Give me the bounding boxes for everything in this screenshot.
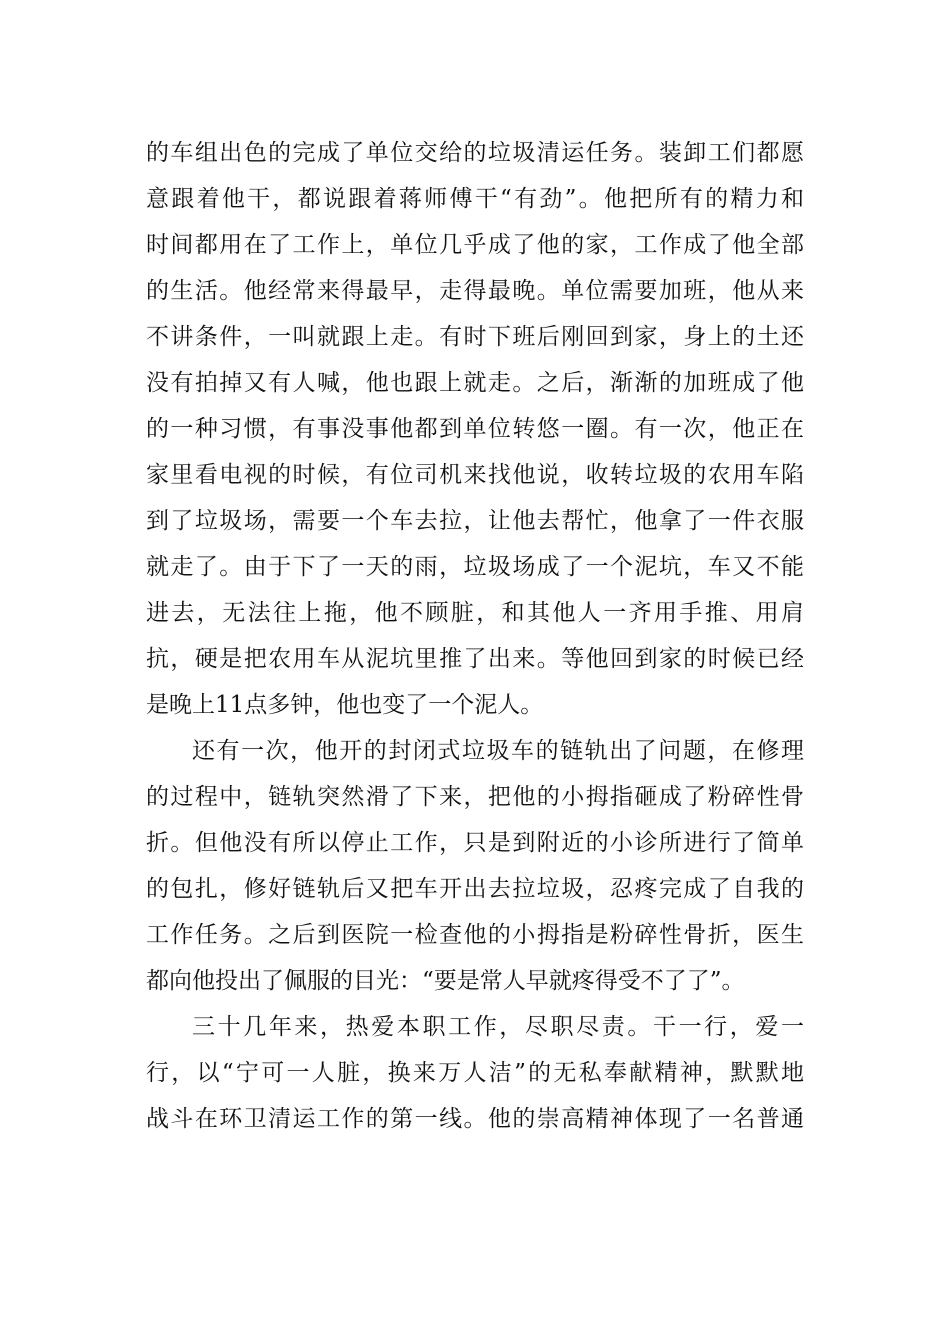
text-line: 的包扎，修好链轨后又把车开出去拉垃圾，忍疼完成了自我的 — [146, 876, 804, 902]
text-line: 战斗在环卫清运工作的第一线。他的崇高精神体现了一名普通 — [146, 1106, 804, 1132]
text-line: 的车组出色的完成了单位交给的垃圾清运任务。装卸工们都愿 — [146, 140, 804, 166]
text-line: 就走了。由于下了一天的雨，垃圾场成了一个泥坑，车又不能 — [146, 554, 804, 580]
text-line: 的生活。他经常来得最早，走得最晚。单位需要加班，他从来 — [146, 278, 804, 304]
text-line: 家里看电视的时候，有位司机来找他说，收转垃圾的农用车陷 — [146, 462, 804, 488]
text-line: 意跟着他干，都说跟着蒋师傅干“有劲”。他把所有的精力和 — [146, 186, 804, 212]
text-line: 行，以“宁可一人脏，换来万人洁”的无私奉献精神，默默地 — [146, 1060, 804, 1086]
text-line: 时间都用在了工作上，单位几乎成了他的家，工作成了他全部 — [146, 232, 804, 258]
text-line: 工作任务。之后到医院一检查他的小拇指是粉碎性骨折，医生 — [146, 922, 804, 948]
text-line: 折。但他没有所以停止工作，只是到附近的小诊所进行了简单 — [146, 830, 804, 856]
text-line: 还有一次，他开的封闭式垃圾车的链轨出了问题，在修理 — [192, 738, 804, 764]
text-line: 到了垃圾场，需要一个车去拉，让他去帮忙，他拿了一件衣服 — [146, 508, 804, 534]
text-line: 的一种习惯，有事没事他都到单位转悠一圈。有一次，他正在 — [146, 416, 804, 442]
text-line: 都向他投出了佩服的目光：“要是常人早就疼得受不了了”。 — [146, 968, 745, 994]
text-line: 进去，无法往上拖，他不顾脏，和其他人一齐用手推、用肩 — [146, 600, 804, 626]
text-line: 三十几年来，热爱本职工作，尽职尽责。干一行，爱一 — [192, 1014, 804, 1040]
text-line: 不讲条件，一叫就跟上走。有时下班后刚回到家，身上的土还 — [146, 324, 804, 350]
text-line: 抗，硬是把农用车从泥坑里推了出来。等他回到家的时候已经 — [146, 646, 804, 672]
text-line: 是晚上11点多钟，他也变了一个泥人。 — [146, 692, 544, 718]
text-line: 没有拍掉又有人喊，他也跟上就走。之后，渐渐的加班成了他 — [146, 370, 804, 396]
text-line: 的过程中，链轨突然滑了下来，把他的小拇指砸成了粉碎性骨 — [146, 784, 804, 810]
